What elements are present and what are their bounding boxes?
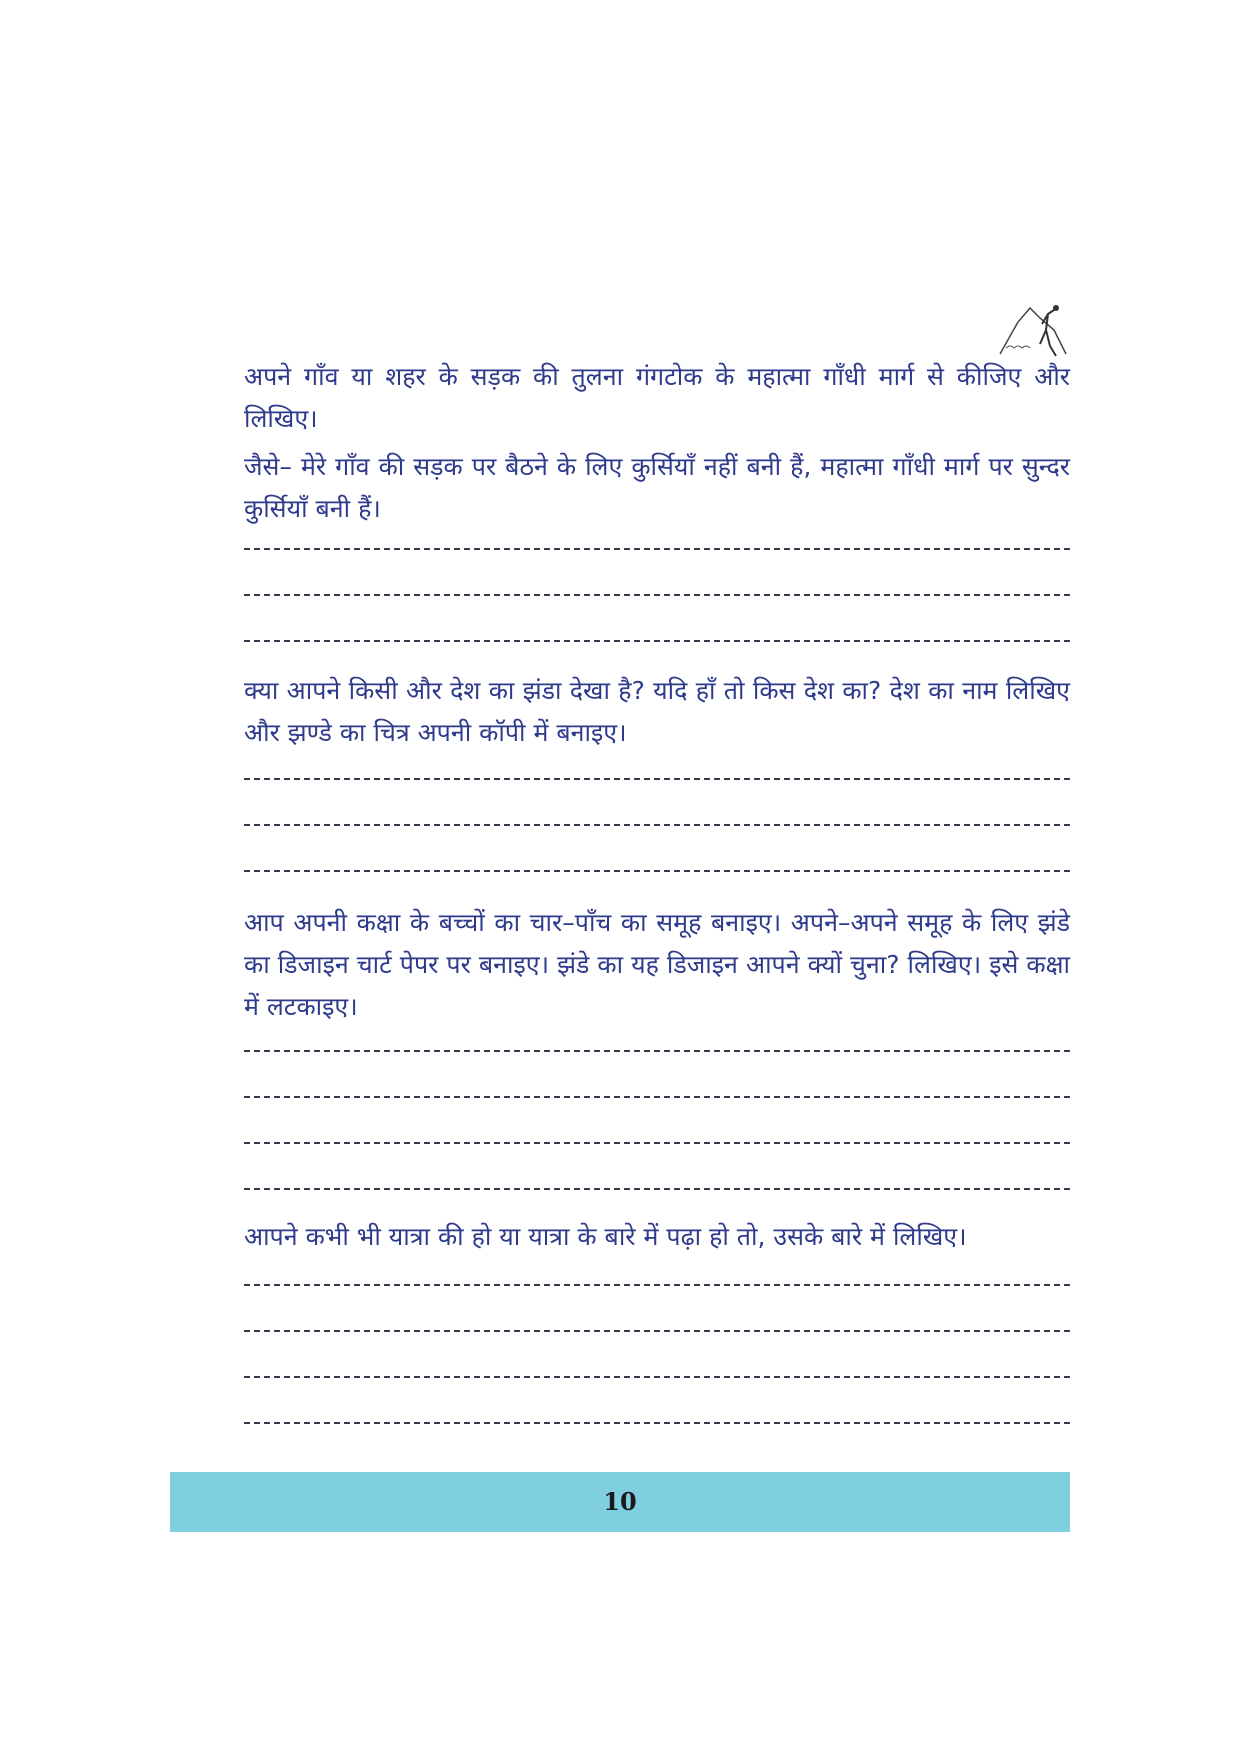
answer-line[interactable] [244,1284,1070,1286]
question-3 [244,902,1070,1028]
answer-line[interactable] [244,1188,1070,1190]
question-2-text: क्या आपने किसी और देश का झंडा देखा है? यदि हाँ तो किस देश का? देश का नाम लिखिए और झण्डे का चित्र अपनी कॉपी में बनाइए। [244,676,1070,747]
answer-line[interactable] [244,1376,1070,1378]
answer-line[interactable] [244,548,1070,550]
question-1 [244,356,1070,530]
question-1-text: अपने गाँव या शहर के सड़क की तुलना गंगटोक के महात्मा गाँधी मार्ग से कीजिए और लिखिए। [244,362,1070,433]
answer-line[interactable] [244,1330,1070,1332]
answer-line[interactable] [244,778,1070,780]
answer-line[interactable] [244,824,1070,826]
page-number: 10 [603,1487,637,1516]
footer-band [170,1472,1070,1532]
answer-line[interactable] [244,594,1070,596]
answer-line[interactable] [244,1142,1070,1144]
question-4-text: आपने कभी भी यात्रा की हो या यात्रा के बारे में पढ़ा हो तो, उसके बारे में लिखिए। [244,1222,967,1251]
answer-line[interactable] [244,870,1070,872]
climber-icon [996,300,1070,358]
answer-line[interactable] [244,1050,1070,1052]
question-1-example: जैसे– मेरे गाँव की सड़क पर बैठने के लिए कुर्सियाँ नहीं बनी हैं, महात्मा गाँधी मार्ग पर सुन्दर कुर्सियाँ बनी हैं। [244,452,1070,523]
question-3-text: आप अपनी कक्षा के बच्चों का चार–पाँच का समूह बनाइए। अपने–अपने समूह के लिए झंडे का डिजाइन चार्ट पेपर पर बनाइए। झंडे का यह डिजाइन आपने क्यों चुना? लिखिए। इसे कक्षा में लटकाइए। [244,908,1070,1021]
question-4 [244,1216,1070,1258]
answer-line[interactable] [244,1422,1070,1424]
answer-line[interactable] [244,1096,1070,1098]
answer-line[interactable] [244,640,1070,642]
question-2 [244,670,1070,754]
